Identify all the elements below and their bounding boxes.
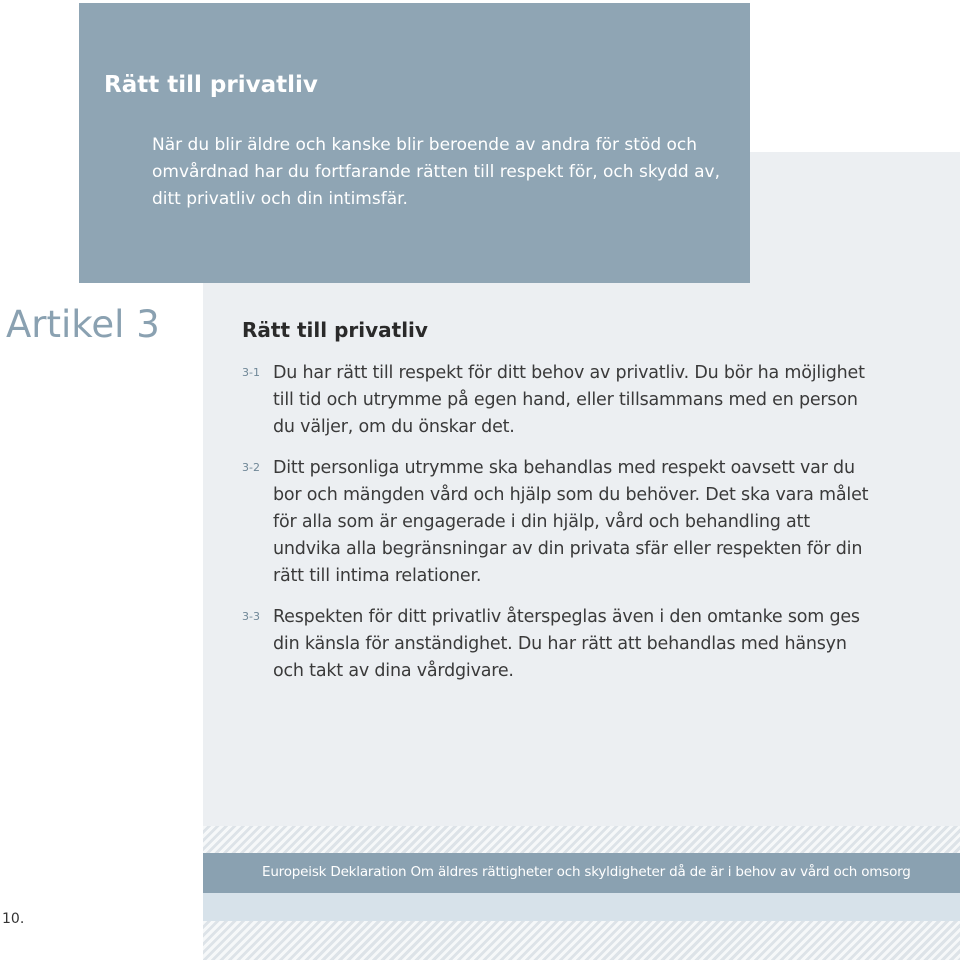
clause-text: Respekten för ditt privatliv återspeglas även i den omtanke som ges din känsla för anständighet. Du har rätt att behandlas med hänsyn och takt av dina vårdgivare. xyxy=(273,607,860,681)
hatched-band-bottom xyxy=(203,921,960,960)
clause-text: Du har rätt till respekt för ditt behov av privatliv. Du bör ha möjlighet till tid och utrymme på egen hand, eller tillsammans med en person du väljer, om du önskar det. xyxy=(273,363,865,437)
clause-number: 3-2 xyxy=(242,461,260,474)
hatched-band-top xyxy=(203,826,960,853)
footer-text: Europeisk Deklaration Om äldres rättigheter och skyldigheter då de är i behov av vård och omsorg xyxy=(262,864,911,880)
footer-pale-strip xyxy=(203,893,960,921)
clause-text: Ditt personliga utrymme ska behandlas med respekt oavsett var du bor och mängden vård och hjälp som du behöver. Det ska vara målet för alla som är engagerade i din hjälp, vård och behandling att undvika alla begränsningar av din privata sfär eller respekten för din rätt till intima relationer. xyxy=(273,458,869,586)
article-label: Artikel 3 xyxy=(6,303,160,346)
header-intro: När du blir äldre och kanske blir beroende av andra för stöd och omvårdnad har du fortfarande rätten till respekt för, och skydd av, ditt privatliv och din intimsfär. xyxy=(152,135,720,209)
clause-number: 3-3 xyxy=(242,610,260,623)
header-title: Rätt till privatliv xyxy=(104,72,318,98)
page-number: 10. xyxy=(2,911,25,927)
section-title: Rätt till privatliv xyxy=(242,318,428,342)
clause-number: 3-1 xyxy=(242,366,260,379)
